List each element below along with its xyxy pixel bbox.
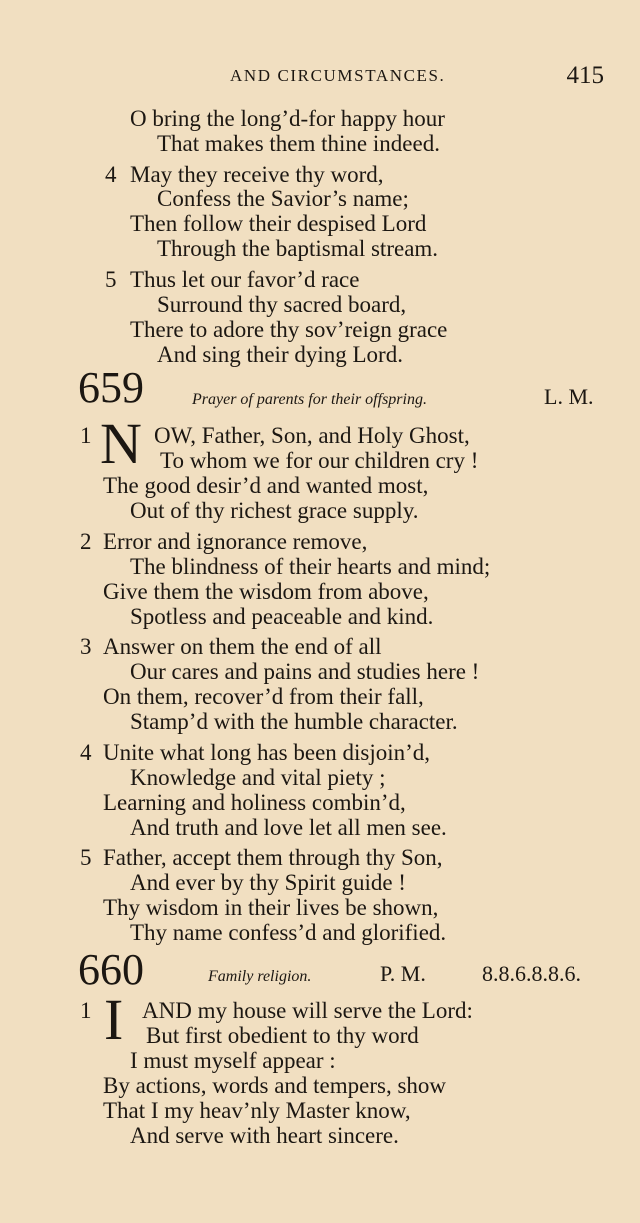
verse-line: I must myself appear : [130, 1048, 336, 1073]
verse-number: 1 [80, 998, 92, 1023]
verse-number: 4 [105, 162, 117, 187]
hymn-title: Prayer of parents for their offspring. [192, 391, 427, 408]
page-header [0, 62, 640, 92]
hymn-meter-pattern: 8.8.6.8.8.6. [482, 961, 581, 986]
verse-line: Out of thy richest grace supply. [130, 498, 419, 523]
verse-number: 5 [105, 267, 117, 292]
hymn-title: Family religion. [208, 968, 312, 985]
verse-line: On them, recover’d from their fall, [103, 684, 424, 709]
page-number: 415 [566, 62, 604, 89]
hymn-number: 660 [78, 945, 144, 994]
verse-line: And truth and love let all men see. [130, 815, 447, 840]
verse-line: Learning and holiness combin’d, [103, 790, 406, 815]
verse-line: Error and ignorance remove, [103, 529, 368, 554]
verse-line: But first obedient to thy word [146, 1023, 419, 1048]
verse-line: And sing their dying Lord. [157, 342, 403, 367]
verse-line: And ever by thy Spirit guide ! [130, 870, 406, 895]
verse-line: Unite what long has been disjoin’d, [103, 740, 431, 765]
verse-line: Answer on them the end of all [103, 634, 382, 659]
verse-line: To whom we for our children cry ! [160, 448, 479, 473]
verse-line: That makes them thine indeed. [157, 131, 440, 156]
verse-number: 1 [80, 423, 92, 448]
verse-line: Then follow their despised Lord [130, 211, 427, 236]
verse-line: Give them the wisdom from above, [103, 579, 429, 604]
hymn-meter: L. M. [544, 384, 594, 409]
dropcap-letter: I [104, 987, 124, 1052]
hymn-number: 659 [78, 363, 144, 412]
verse-line: Knowledge and vital piety ; [130, 765, 386, 790]
verse-line: And serve with heart sincere. [130, 1123, 399, 1148]
hymn-meter: P. M. [380, 961, 426, 986]
running-head: AND CIRCUMSTANCES. [230, 66, 446, 85]
verse-line: The good desir’d and wanted most, [103, 473, 429, 498]
verse-number: 5 [80, 845, 92, 870]
dropcap-letter: N [100, 411, 142, 476]
verse-line: O bring the long’d-for happy hour [130, 106, 445, 131]
verse-number: 4 [80, 740, 92, 765]
verse-line: Through the baptismal stream. [157, 236, 439, 261]
verse-line: Spotless and peaceable and kind. [130, 604, 434, 629]
verse-line: By actions, words and tempers, show [103, 1073, 447, 1098]
verse-line: May they receive thy word, [130, 162, 384, 187]
verse-number: 3 [80, 634, 92, 659]
verse-line: Stamp’d with the humble character. [130, 709, 458, 734]
verse-line: The blindness of their hearts and mind; [130, 554, 491, 579]
verse-line: Thy name confess’d and glorified. [130, 920, 447, 945]
verse-line: Surround thy sacred board, [157, 292, 407, 317]
verse-line: Father, accept them through thy Son, [103, 845, 443, 870]
verse-line: There to adore thy sov’reign grace [130, 317, 448, 342]
verse-line: That I my heav’nly Master know, [103, 1098, 411, 1123]
verse-line: Our cares and pains and studies here ! [130, 659, 480, 684]
verse-number: 2 [80, 529, 92, 554]
verse-line: Confess the Savior’s name; [157, 186, 409, 211]
verse-line: AND my house will serve the Lord: [142, 998, 473, 1023]
verse-line: OW, Father, Son, and Holy Ghost, [154, 423, 470, 448]
verse-line: Thus let our favor’d race [130, 267, 360, 292]
verse-line: Thy wisdom in their lives be shown, [103, 895, 439, 920]
